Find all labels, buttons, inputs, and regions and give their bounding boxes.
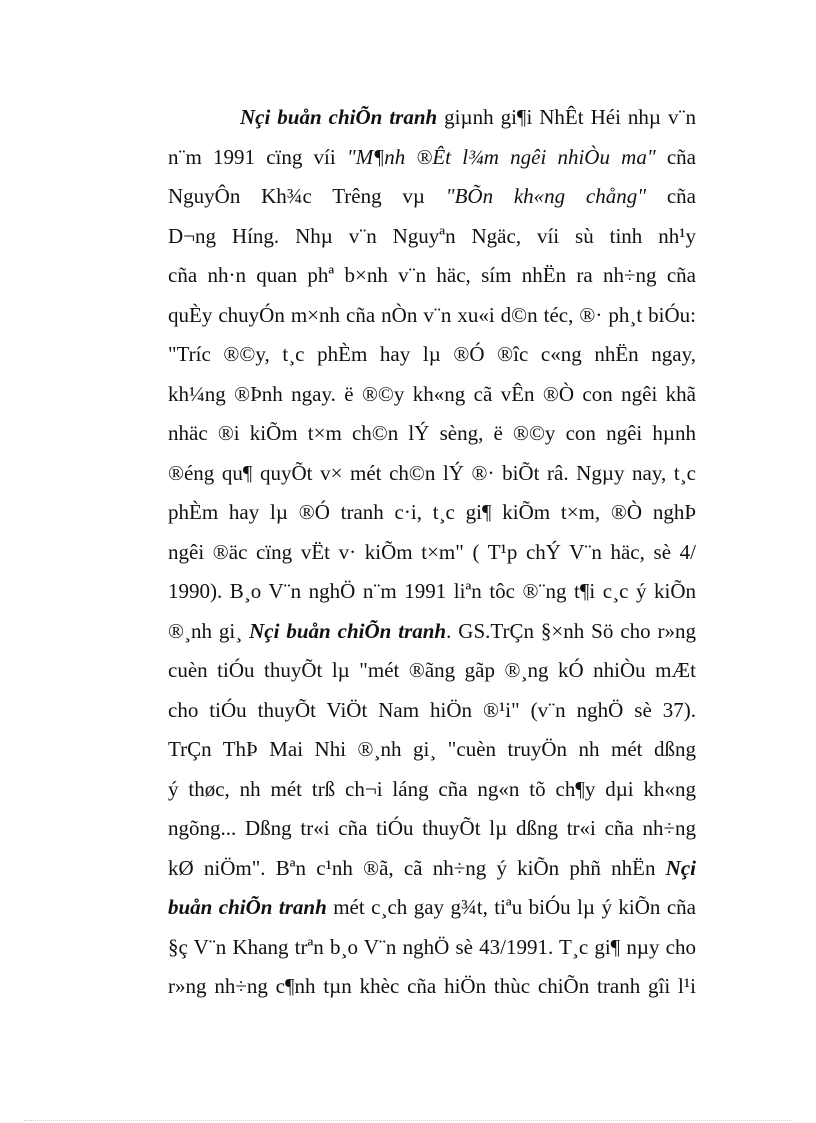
text-run: cña nh·n quan phª b×nh v¨n häc, sím nhËn ra nh÷ng cña xyxy=(168,263,696,287)
text-run: "Tríc ®©y, t¸c phÈm hay lµ ®Ó ®îc c«ng nhËn ngay, xyxy=(168,342,696,366)
emphasized-title: "BÕn kh«ng chång" xyxy=(445,184,647,208)
text-run: ngõng... Dßng tr«i cña tiÓu thuyÕt lµ dßng tr«i cña nh÷ng xyxy=(168,816,696,840)
text-run: TrÇn ThÞ Mai Nhi ®¸nh gi¸ "cuèn truyÖn nh mét dßng xyxy=(168,737,696,761)
text-line xyxy=(168,770,696,810)
text-line xyxy=(168,493,696,533)
emphasized-title: Nçi buån chiÕn tranh xyxy=(249,618,447,643)
text-run: r»ng nh÷ng c¶nh tµn khèc cña hiÖn thùc chiÕn tranh gîi l¹i xyxy=(168,974,696,998)
text-run: phÈm hay lµ ®Ó tranh c·i, t¸c gi¶ kiÕm t×m, ®Ò nghÞ xyxy=(168,500,696,524)
page-bottom-divider xyxy=(24,1120,792,1121)
text-line xyxy=(168,928,696,968)
text-line xyxy=(168,375,696,415)
text-run: . GS.TrÇn §×nh Sö cho r»ng xyxy=(446,618,696,643)
text-line xyxy=(168,651,696,691)
text-run: NguyÔn Kh¾c Trêng vµ xyxy=(168,184,446,208)
text-run: cuèn tiÓu thuyÕt lµ "mét ®ãng gãp ®¸ng kÓ nhiÒu mÆt xyxy=(168,658,696,682)
text-run: ngêi ®äc cïng vËt v· kiÕm t×m" ( T¹p chÝ V¨n häc, sè 4/ xyxy=(168,539,696,564)
text-run: kh¼ng ®Þnh ngay. ë ®©y kh«ng cã vÊn ®Ò con ngêi khã xyxy=(168,381,696,406)
text-run: ý thøc, nh mét trß ch¬i láng cña ng«n tõ ch¶y dµi kh«ng xyxy=(168,776,696,801)
emphasized-title: Nçi buån chiÕn tranh xyxy=(240,105,438,129)
text-line xyxy=(168,217,696,257)
text-line xyxy=(168,730,696,770)
text-line xyxy=(168,256,696,296)
text-run: kØ niÖm". Bªn c¹nh ®ã, cã nh÷ng ý kiÕn phñ nhËn xyxy=(168,855,666,880)
text-run: nhäc ®i kiÕm t×m ch©n lÝ sèng, ë ®©y con ngêi hµnh xyxy=(168,421,696,445)
text-line xyxy=(168,177,696,217)
body-paragraph xyxy=(168,98,696,1007)
text-line xyxy=(168,296,696,336)
text-run: cña xyxy=(646,184,696,208)
text-run: §ç V¨n Khang trªn b¸o V¨n nghÖ sè 43/1991. T¸c gi¶ nµy cho xyxy=(168,934,696,959)
text-line xyxy=(168,967,696,1007)
text-line xyxy=(168,98,696,138)
emphasized-title: "M¶nh ®Êt l¾m ngêi nhiÒu ma" xyxy=(346,144,656,169)
text-run: ®éng qu¶ quyÕt v× mét ch©n lÝ ®· biÕt râ. Ngµy nay, t¸c xyxy=(168,460,696,485)
text-line xyxy=(168,849,696,889)
text-run: ®¸nh gi¸ xyxy=(168,618,250,643)
text-line xyxy=(168,335,696,375)
text-run: 1990). B¸o V¨n nghÖ n¨m 1991 liªn tôc ®¨ng t¶i c¸c ý kiÕn xyxy=(168,579,696,603)
text-line xyxy=(168,533,696,573)
text-run: n¨m 1991 cïng víi xyxy=(168,144,347,169)
text-run: D¬ng Híng. Nhµ v¨n Nguyªn Ngäc, víi sù tinh nh¹y xyxy=(168,223,696,248)
text-run: giµnh gi¶i NhÊt Héi nhµ v¨n xyxy=(437,105,696,129)
text-line xyxy=(168,888,696,928)
text-line xyxy=(168,809,696,849)
text-line xyxy=(168,572,696,612)
emphasized-title: buån chiÕn tranh xyxy=(168,895,327,919)
text-run: cho tiÓu thuyÕt ViÖt Nam hiÖn ®¹i" (v¨n nghÖ sè 37). xyxy=(168,697,696,722)
text-run: cña xyxy=(655,144,696,169)
text-run: quÈy chuyÓn m×nh cña nÒn v¨n xu«i d©n téc, ®· ph¸t biÓu: xyxy=(168,302,696,327)
text-line xyxy=(168,612,696,652)
text-line xyxy=(168,691,696,731)
text-line xyxy=(168,138,696,178)
text-line xyxy=(168,454,696,494)
text-line xyxy=(168,414,696,454)
emphasized-title: Nçi xyxy=(665,855,696,880)
text-run: mét c¸ch gay g¾t, tiªu biÓu lµ ý kiÕn cña xyxy=(326,895,696,919)
